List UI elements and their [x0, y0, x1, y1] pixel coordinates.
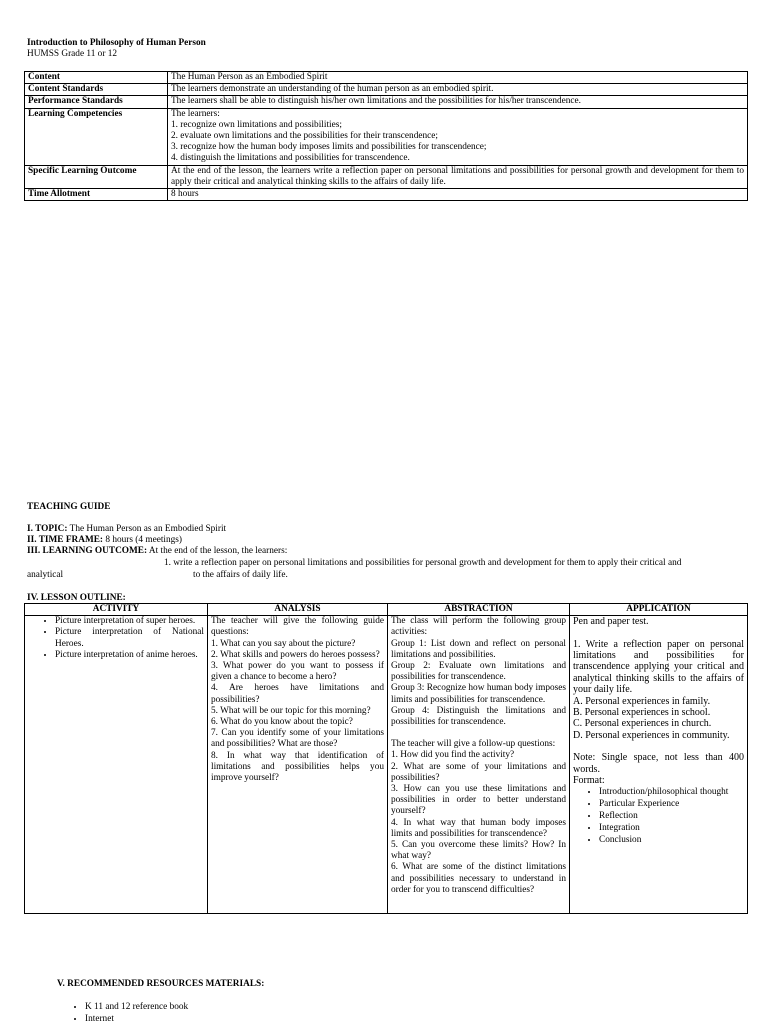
application-format-label: Format: [573, 775, 605, 787]
teaching-guide-heading: TEACHING GUIDE [27, 502, 111, 512]
abstraction-cell [388, 616, 570, 914]
application-option: B. Personal experiences in school. [573, 707, 711, 719]
abstraction-followup-item: 2. What are some of your limitations and possibilities? [391, 761, 566, 783]
abstraction-followup-intro: The teacher will give a follow-up questions: [391, 739, 556, 750]
analysis-line: 2. What skills and powers do heroes possess? [211, 649, 380, 660]
list-item: • Internet [85, 1013, 188, 1025]
abstraction-group: Group 2: Evaluate own limitations and possibilities for transcendence. [391, 661, 566, 683]
abstraction-followup-item: 5. Can you overcome these limits? How? In what way? [391, 840, 566, 862]
row-value [168, 96, 748, 108]
column-header-activity: ACTIVITY [25, 604, 208, 616]
topic-value: The Human Person as an Embodied Spirit [67, 524, 227, 534]
abstraction-group: Group 1: List down and reflect on personal limitations and possibilities. [391, 638, 566, 660]
learning-outcome-value: At the end of the lesson, the learners: [147, 546, 288, 556]
time-frame-label: II. TIME FRAME: [27, 535, 104, 545]
application-format-list [573, 786, 744, 846]
row-key: Learning Competencies [25, 108, 168, 165]
application-intro: Pen and paper test. [573, 616, 649, 628]
learning-outcome-line [27, 546, 287, 557]
activity-cell [25, 616, 208, 914]
learning-outcome-label: III. LEARNING OUTCOME: [27, 546, 148, 556]
analysis-line: 6. What do you know about the topic? [211, 717, 353, 728]
analysis-line: 5. What will be our topic for this morning? [211, 705, 371, 716]
time-frame-line [27, 535, 182, 546]
topic-line [27, 524, 226, 535]
row-value [168, 165, 748, 188]
abstraction-followup-item: 1. How did you find the activity? [391, 750, 515, 761]
row-value-line: The learners: [171, 108, 220, 119]
row-value [168, 189, 748, 201]
abstraction-group: Group 4: Distinguish the limitations and possibilities for transcendence. [391, 705, 566, 728]
analysis-cell [208, 616, 388, 914]
row-key: Time Allotment [25, 189, 168, 201]
learning-outcome-item-cont-b: to the affairs of daily life. [193, 570, 288, 580]
analysis-line: The teacher will give the following guide questions: [211, 616, 384, 638]
row-value-line: The learners demonstrate an understanding of the human person as an embodied spirit. [171, 84, 494, 95]
table-row [25, 84, 748, 96]
time-frame-value: 8 hours (4 meetings) [103, 535, 183, 545]
analysis-line: 4. Are heroes have limitations and possibilities? [211, 683, 384, 705]
row-key: Content [25, 72, 168, 84]
analysis-line: 3. What power do you want to possess if given a chance to become a hero? [211, 661, 384, 683]
table-row [25, 108, 748, 165]
application-option: A. Personal experiences in family. [573, 695, 711, 707]
table-header-row [25, 604, 748, 616]
column-header-analysis: ANALYSIS [208, 604, 388, 616]
table-row [25, 165, 748, 188]
list-item: • Introduction/philosophical thought [599, 786, 744, 798]
abstraction-intro: The class will perform the following group activities: [391, 616, 566, 638]
row-value [168, 108, 748, 165]
column-header-abstraction: ABSTRACTION [388, 604, 570, 616]
lesson-outline-heading: IV. LESSON OUTLINE: [27, 593, 126, 603]
row-value-line: 1. recognize own limitations and possibilities; [171, 119, 342, 130]
abstraction-followup-item: 6. What are some of the distinct limitations and possibilities necessary to understand in order for you to transcend difficulties? [391, 862, 566, 895]
application-option: D. Personal experiences in community. [573, 729, 730, 741]
row-key: Performance Standards [25, 96, 168, 108]
resources-list [57, 1001, 188, 1025]
list-item: • Reflection [599, 810, 744, 822]
activity-list [28, 616, 204, 661]
row-value-line: The learners shall be able to distinguish his/her own limitations and the possibilities for his/her transcendence. [171, 96, 582, 107]
row-value-line: 3. recognize how the human body imposes limits and possibilities for transcendence; [171, 142, 487, 153]
abstraction-followup-item: 3. How can you use these limitations and possibilities in order to better understand yourself? [391, 784, 566, 817]
abstraction-followup-item: 4. In what way that human body imposes limits and possibilities for transcendence? [391, 817, 566, 839]
row-value-line: At the end of the lesson, the learners write a reflection paper on personal limitations and possibilities for personal growth and development for them to apply their critical and analytical thinking skills to the affairs of daily life. [171, 165, 744, 187]
abstraction-group: Group 3: Recognize how human body imposes limits and possibilities for transcendence. [391, 683, 566, 705]
list-item: • Integration [599, 822, 744, 834]
row-value [168, 72, 748, 84]
row-value-line: 2. evaluate own limitations and the possibilities for their transcendence; [171, 131, 438, 142]
row-value-line: The Human Person as an Embodied Spirit [171, 72, 328, 82]
lesson-info-table [24, 71, 748, 201]
document-subtitle: HUMSS Grade 11 or 12 [27, 49, 118, 59]
application-note: Note: Single space, not less than 400 words. [573, 752, 744, 775]
list-item: • Picture interpretation of super heroes. [55, 616, 204, 627]
application-task: 1. Write a reflection paper on personal limitations and possibilities for transcendence applying your critical and analytical thinking skills to the affairs of your daily life. [573, 638, 744, 696]
table-row [25, 616, 748, 914]
list-item: • K 11 and 12 reference book [85, 1001, 188, 1013]
row-value-line: 8 hours [171, 189, 199, 200]
document-title: Introduction to Philosophy of Human Person [27, 38, 206, 48]
analysis-line: 1. What can you say about the picture? [211, 638, 356, 649]
learning-outcome-item-cont-a: analytical [27, 570, 64, 580]
row-key: Specific Learning Outcome [25, 165, 168, 188]
list-item: • Picture interpretation of National Heroes. [55, 627, 204, 649]
application-cell [570, 616, 748, 914]
application-option: C. Personal experiences in church. [573, 718, 712, 730]
column-header-application: APPLICATION [570, 604, 748, 616]
row-key: Content Standards [25, 84, 168, 96]
list-item: • Picture interpretation of anime heroes. [55, 650, 204, 661]
topic-label: I. TOPIC: [27, 524, 68, 534]
list-item: • Particular Experience [599, 798, 744, 810]
list-item: • Conclusion [599, 834, 744, 846]
lesson-outline-table [24, 603, 748, 914]
row-value [168, 84, 748, 96]
table-row [25, 189, 748, 201]
analysis-line: 7. Can you identify some of your limitations and possibilities? What are those? [211, 728, 384, 750]
table-row [25, 72, 748, 84]
row-value-line: 4. distinguish the limitations and possibilities for transcendence. [171, 153, 410, 164]
table-row [25, 96, 748, 108]
resources-heading: V. RECOMMENDED RESOURCES MATERIALS: [57, 979, 265, 989]
analysis-line: 8. In what way that identification of limitations and possibilities helps you improve yourself? [211, 750, 384, 784]
learning-outcome-item: 1. write a reflection paper on personal limitations and possibilities for personal growth and development for them to apply their critical and [164, 558, 682, 568]
